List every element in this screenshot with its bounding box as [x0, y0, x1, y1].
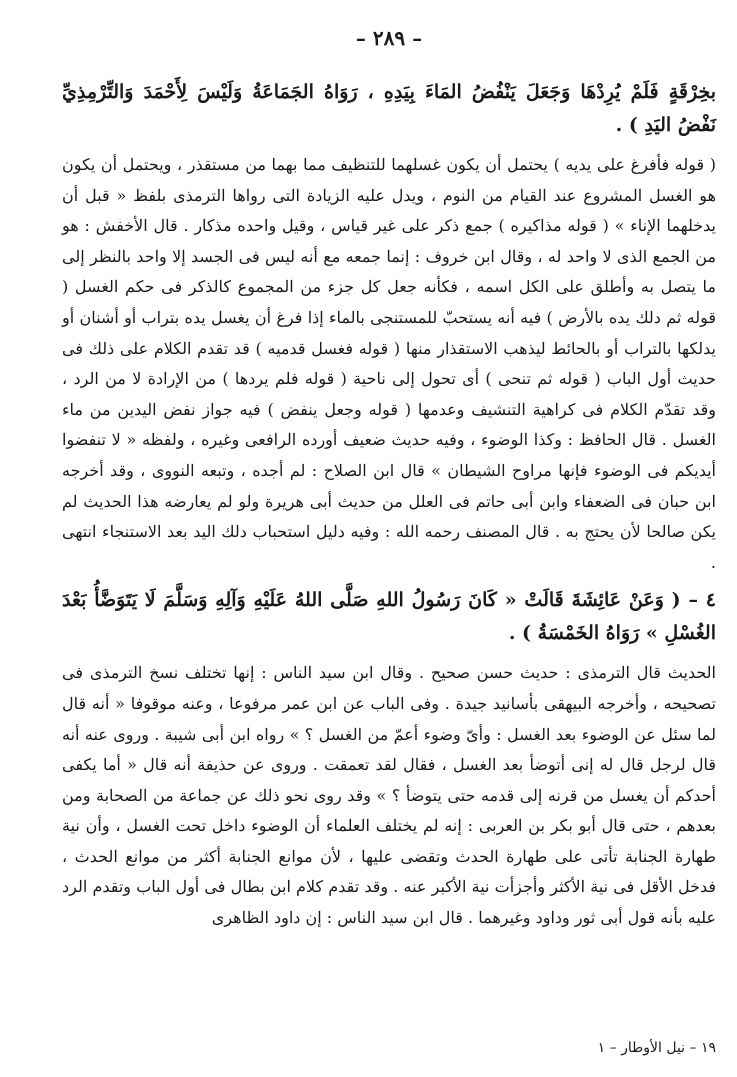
page-number: – ٢٨٩ –	[355, 26, 423, 50]
book-page	[62, 26, 716, 1056]
commentary-paragraph: ( قوله فأفرغ على يديه ) يحتمل أن يكون غسلهما للتنظيف مما بهما من مستقذر ، ويحتمل أن يكون هو الغسل المشروع عند القيام من النوم ، ويدل عليه الزيادة التى رواها الترمذى بلفظ « قبل أن يدخلهما الإناء » ( قوله مذاكيره ) جمع ذكر على غير قياس ، وقيل واحده مذكار . قال الأخفش : هو من الجمع الذى لا واحد له ، وقال ابن خروف : إنما جمعه مع أنه ليس فى الجسد إلا واحد بالنظر إلى ما يتصل به وأطلق على الكل اسمه ، فكأنه جعل كل جزء من المجموع كالذكر فى حكم الغسل ( قوله ثم دلك يده بالأرض ) فيه أنه يستحبّ للمستنجى بالماء إذا فرغ أن يغسل يده بتراب أو أشنان أو يدلكها بالتراب أو بالحائط ليذهب الاستقذار منها ( قوله فغسل قدميه ) قد تقدم الكلام على ذلك فى حديث أول الباب ( قوله ثم تنحى ) أى تحول إلى ناحية ( قوله فلم يردها ) من الإرادة لا من الرد ، وقد تقدّم الكلام فى كراهية التنشيف وعدمها ( قوله وجعل ينفض ) فيه جواز نفض اليدين من ماء الغسل . قال الحافظ : وكذا الوضوء ، وفيه حديث ضعيف أورده الرافعى وغيره ، ولفظه « لا تنفضوا أيديكم فى الوضوء فإنها مراوح الشيطان » قال ابن الصلاح : لم أجده ، وتبعه النووى ، وقد أخرجه ابن حبان فى الضعفاء وابن أبى حاتم فى العلل من حديث أبى هريرة ولو لم يعارضه هذا الحديث لم يكن صالحا لأن يحتج به . قال المصنف رحمه الله : وفيه دليل استحباب دلك اليد بعد الاستنجاء انتهى .	[62, 155, 717, 572]
page-footer: ١٩ – نيل الأوطار – ١	[597, 1040, 716, 1056]
commentary-paragraph-2: الحديث قال الترمذى : حديث حسن صحيح . وقال ابن سيد الناس : إنها تختلف نسخ الترمذى فى تصحيحه ، وأخرجه البيهقى بأسانيد جيدة . وفى الباب عن ابن عمر مرفوعا ، وعنه موقوفا « أنه قال لما سئل عن الوضوء بعد الغسل : وأىّ وضوء أعمّ من الغسل ؟ » رواه ابن أبى شيبة . وروى عنه أنه قال لرجل قال له إنى أتوضأ بعد الغسل ، فقال لقد تعمقت . وروى عن حذيفة أنه قال « أما يكفى أحدكم أن يغسل من قرنه إلى قدمه حتى يتوضأ ؟ » وقد روى نحو ذلك عن جماعة من الصحابة ومن بعدهم ، حتى قال أبو بكر بن العربى : إنه لم يختلف العلماء أن الوضوء داخل تحت الغسل ، وأن نية طهارة الجنابة تأتى على طهارة الحدث وتقضى عليها ، لأن موانع الجنابة أكثر من موانع الحدث ، فدخل الأقل فى نية الأكثر وأجزأت نية الأكبر عنه . وقد تقدم كلام ابن بطال فى أول الباب وتقدم الرد عليه بأنه قول أبى ثور وداود وغيرهما . قال ابن سيد الناس : إن داود الظاهرى	[62, 663, 717, 928]
page-body	[62, 76, 716, 934]
hadith-text-continued: بخِرْقَةٍ فَلَمْ يُرِدْهَا وَجَعَلَ يَنْفُضُ المَاءَ بِيَدِهِ ، رَوَاهُ الجَمَاعَةُ وَلَيْسَ لِأَحْمَدَ وَالتِّرْمِذِيِّ نَفْضُ اليَدِ ) .	[62, 81, 716, 136]
hadith-text-4: ٤ – ( وَعَنْ عَائِشَةَ قَالَتْ « كَانَ رَسُولُ اللهِ صَلَّى اللهُ عَلَيْهِ وَآلِهِ وَسَلَّمَ لَا يَتَوَضَّأُ بَعْدَ الغُسْلِ » رَوَاهُ الخَمْسَةُ ) .	[62, 589, 716, 645]
